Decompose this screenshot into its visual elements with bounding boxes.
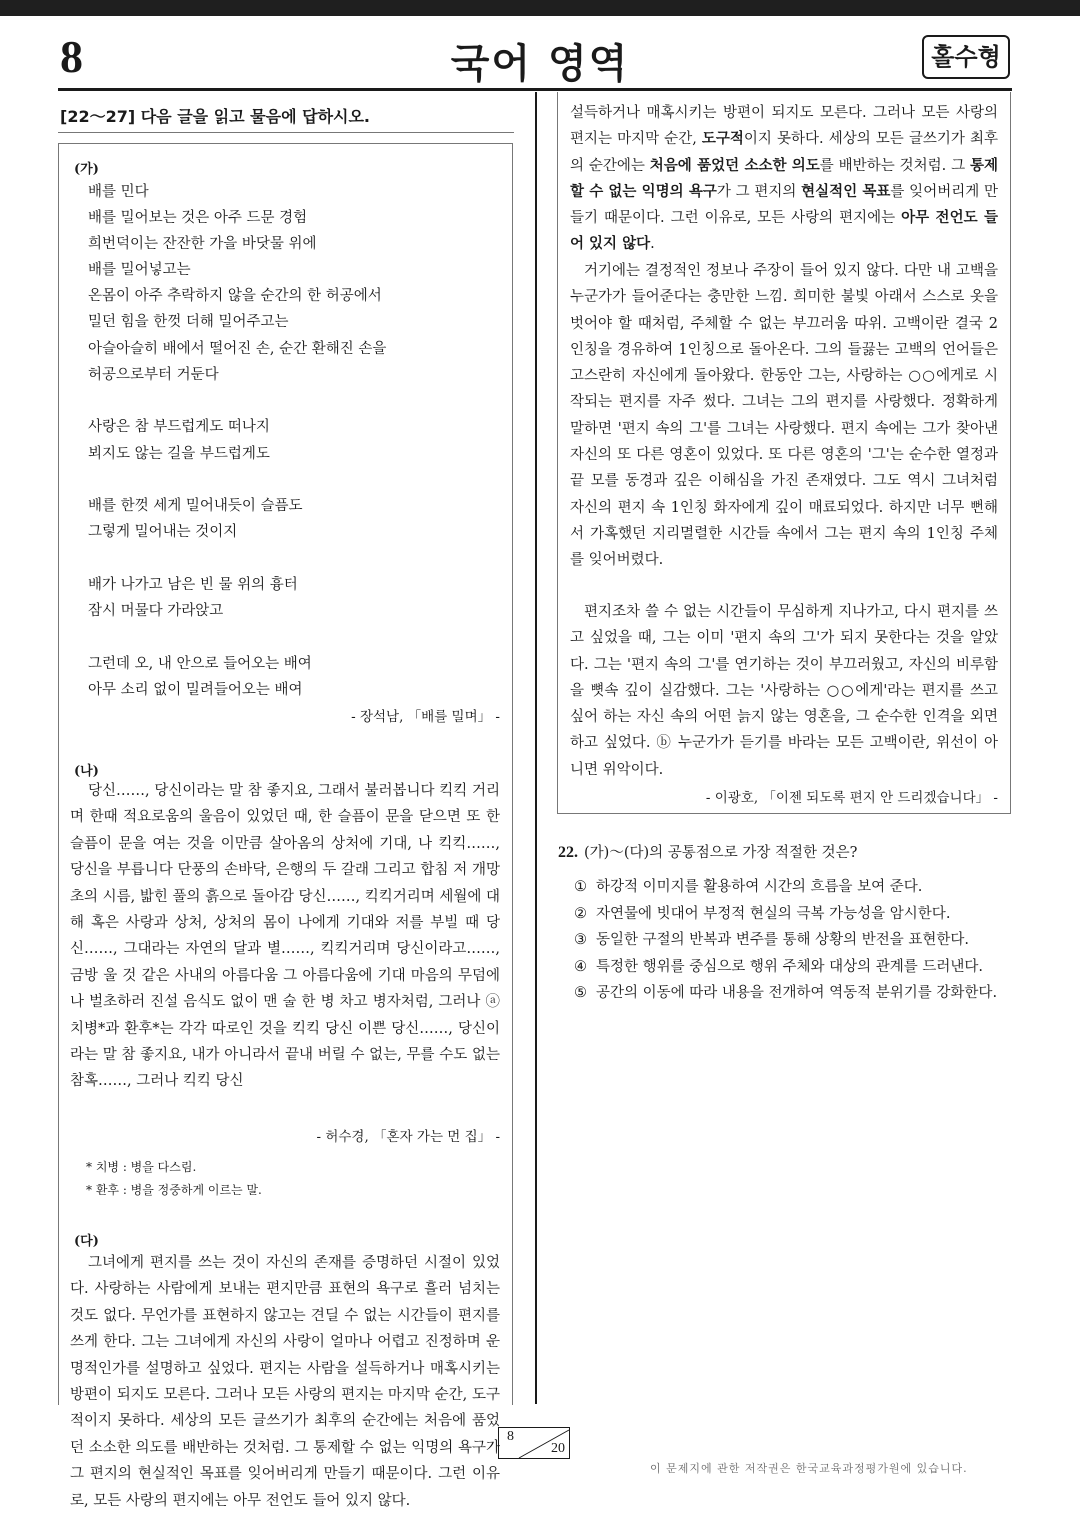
- footnote: * 치병 : 병을 다스림.: [86, 1160, 197, 1174]
- page-number: 8: [60, 31, 83, 82]
- footnote: * 환후 : 병을 정중하게 이르는 말.: [86, 1183, 262, 1197]
- question-22-choices: [574, 874, 1014, 1007]
- exam-type-badge: 홀수형: [922, 35, 1010, 79]
- passage-box-left: [58, 143, 513, 1509]
- poem-line: 그런데 오, 내 안으로 들어오는 배여: [88, 656, 312, 672]
- choice-number: ②: [574, 905, 587, 922]
- choice-text: 공간의 이동에 따라 내용을 전개하여 역동적 분위기를 강화한다.: [596, 985, 998, 1001]
- question-22-stem: [558, 841, 857, 862]
- question-instruction: [22～27] 다음 글을 읽고 물음에 답하시오.: [60, 107, 371, 126]
- page-current: 8: [507, 1429, 514, 1444]
- passage-c-paragraph-1-continued: 설득하거나 매혹시키는 방편이 되지도 모른다. 그러나 모든 사랑의 편지는 마지막 순간, 도구적이지 못하다. 세상의 모든 글쓰기가 최후의 순간에는 처음에 품었던 소소한 의도를 배반하는 것처럼. 그 통제할 수 없는 익명의 욕구가 그 편지의 현실적인 목표를 잊어버리게 만들기 때문이다. 그런 이유로, 모든 사랑의 편지에는 아무 전언도 들어 있지 않다.: [570, 105, 999, 253]
- passage-c-source: - 이광호, 「이젠 되도록 편지 안 드리겠습니다」 -: [705, 790, 998, 806]
- poem-line: 배를 밀어보는 것은 아주 드문 경험: [88, 210, 308, 226]
- choice-text: 특정한 행위를 중심으로 행위 주체와 대상의 관계를 드러낸다.: [596, 958, 984, 975]
- poem-line: 온몸이 아주 추락하지 않을 순간의 한 허공에서: [88, 288, 382, 304]
- poem-line: 배를 한껏 세게 밀어내듯이 슬픔도: [88, 498, 303, 514]
- passage-b-label: (나): [74, 764, 99, 779]
- passage-c-paragraph-2: 거기에는 결정적인 정보나 주장이 들어 있지 않다. 다만 내 고백을 누군가가 들어준다는 충만한 느낌. 희미한 불빛 아래서 스스로 옷을 벗어야 할 때처럼, 주체할 수 없는 부끄러움 따위. 고백이란 결국 2인칭을 경유하여 1인칭으로 돌아온다. 그의 들끓는 고백의 언어들은 고스란히 자신에게 돌아왔다. 한동안 그는, 사랑하는 ○○에게로 시작되는 편지를 자주 썼다. 그녀는 그의 편지를 사랑했다. 정확하게 말하면 '편지 속의 그'를 그녀는 사랑했다. 편지 속에는 그가 찾아낸 자신의 또 다른 영혼이 있었다. 또 다른 영혼의 '그'는 순수한 열정과 끝 모를 동경과 깊은 이해심을 가진 존재였다. 그도 역시 그녀처럼 자신의 편지 속 1인칭 화자에게 깊이 매료되었다. 하지만 너무 뻔해서 가혹했던 지리멸렬한 시간들 속에서 그는 편지 속의 1인칭 주체를 잊어버렸다.: [570, 263, 998, 569]
- instruction-underline: [58, 132, 514, 133]
- passage-c-label: (다): [74, 1234, 99, 1249]
- poem-line: 허공으로부터 거둔다: [88, 367, 219, 383]
- poem-line: 밀던 힘을 한껏 더해 밀어주고는: [88, 314, 289, 330]
- choice-number: ⑤: [574, 985, 587, 1001]
- poem-line: 그렇게 밀어내는 것이지: [88, 524, 238, 540]
- choice-4[interactable]: [574, 954, 1014, 981]
- choice-text: 동일한 구절의 반복과 변주를 통해 상황의 반전을 표현한다.: [596, 932, 970, 948]
- header-rule: [58, 88, 1012, 91]
- copyright-notice: 이 문제지에 관한 저작권은 한국교육과정평가원에 있습니다.: [650, 1462, 968, 1475]
- choice-3[interactable]: [574, 927, 1014, 954]
- passage-c-paragraph-3: 편지조차 쓸 수 없는 시간들이 무심하게 지나가고, 다시 편지를 쓰고 싶었을 때, 그는 이미 '편지 속의 그'가 되지 못한다는 것을 알았다. 그는 '편지 속의 그'를 연기하는 것이 부끄러웠고, 자신의 비루함을 뼛속 깊이 실감했다. 그는 '사랑하는 ○○에게'라는 편지를 쓰고 싶어 하는 자신 속의 어떤 늙지 않는 영혼을, 그 순수한 인격을 외면하고 싶었다. ⓑ 누군가가 듣기를 바라는 모든 고백이란, 위선이 아니면 위악이다.: [570, 604, 998, 778]
- passage-a-label: (가): [74, 162, 99, 177]
- poem-line: 아무 소리 없이 밀려들어오는 배여: [88, 682, 303, 698]
- choice-number: ③: [574, 932, 587, 948]
- choice-number: ①: [574, 879, 587, 895]
- poem-line: 아슬아슬히 배에서 떨어진 손, 순간 환해진 손을: [88, 341, 387, 357]
- choice-text: 하강적 이미지를 활용하여 시간의 흐름을 보여 준다.: [596, 879, 923, 895]
- passage-b-source: - 허수경, 「혼자 가는 먼 집」 -: [316, 1129, 500, 1145]
- passage-b-text: 당신……, 당신이라는 말 참 좋지요, 그래서 불러봅니다 킥킥 거리며 한때 적요로움의 울음이 있었던 때, 한 슬픔이 문을 닫으면 또 한 슬픔이 문을 여는 것을 이만큼 살아옴의 상처에 기대, 나 킥킥……, 당신을 부릅니다 단풍의 손바닥, 은행의 두 갈래 그리고 합침 저 개망초의 시름, 밟힌 풀의 흙으로 돌아감 당신……, 킥킥거리며 세월에 대해 혹은 사랑과 상처, 상처의 몸이 나에게 기대와 저를 부빌 때 당신……, 그대라는 자연의 달과 별……, 킥킥거리며 당신이라고……, 금방 울 것 같은 사내의 아름다움 그 아름다움에 기대 마음의 무덤에 나 벌초하러 진설 음식도 없이 맨 술 한 병 차고 병자처럼, 그러나 ⓐ 치병*과 환후*는 각각 따로인 것을 킥킥 당신 이쁜 당신……, 당신이라는 말 참 좋지요, 내가 아니라서 끝내 버릴 수 없는, 무를 수도 없는 참혹……, 그러나 킥킥 당신: [70, 783, 500, 1090]
- question-22-text: (가)～(다)의 공통점으로 가장 적절한 것은?: [584, 845, 858, 861]
- choice-number: ④: [574, 958, 587, 975]
- poem-line: 뵈지도 않는 길을 부드럽게도: [88, 446, 270, 462]
- poem-line: 잠시 머물다 가라앉고: [88, 603, 224, 619]
- choice-text: 자연물에 빗대어 부정적 현실의 극복 가능성을 암시한다.: [596, 905, 951, 922]
- passage-a-source: - 장석남, 「배를 밀며」 -: [351, 709, 500, 725]
- poem-line: 배를 밀어넣고는: [88, 262, 191, 278]
- question-22-number: 22.: [558, 844, 578, 861]
- column-divider: [535, 92, 537, 1404]
- poem-line: 희번덕이는 잔잔한 가을 바닷물 위에: [88, 236, 317, 252]
- choice-5[interactable]: [574, 980, 1014, 1007]
- poem-line: 배를 민다: [88, 184, 149, 200]
- page-total: 20: [551, 1441, 565, 1456]
- poem-line: 사랑은 참 부드럽게도 떠나지: [88, 419, 270, 435]
- poem-line: 배가 나가고 남은 빈 물 위의 흉터: [88, 577, 298, 593]
- passage-c-paragraph-1: 그녀에게 편지를 쓰는 것이 자신의 존재를 증명하던 시절이 있었다. 사랑하는 사람에게 보내는 편지만큼 표현의 욕구로 흘러 넘치는 것도 없다. 무언가를 표현하지 않고는 견딜 수 없는 시간들이 편지를 쓰게 한다. 그는 그녀에게 자신의 사랑이 얼마나 어렵고 진정하며 운명적인가를 설명하고 싶었다. 편지는 사람을 설득하거나 매혹시키는 방편이 되지도 모른다. 그러나 모든 사랑의 편지는 마지막 순간, 도구적이지 못하다. 세상의 모든 글쓰기가 최후의 순간에는 처음에 품었던 소소한 의도를 배반하는 것처럼. 그 통제할 수 없는 익명의 욕구가 그 편지의 현실적인 목표를 잊어버리게 만들기 때문이다. 그런 이유로, 모든 사랑의 편지에는 아무 전언도 들어 있지 않다.: [70, 1255, 500, 1509]
- exam-title: 국어 영역: [450, 41, 630, 87]
- top-bar: [0, 0, 1080, 16]
- choice-2[interactable]: [574, 901, 1014, 928]
- page-indicator: [498, 1427, 570, 1459]
- choice-1[interactable]: [574, 874, 1014, 901]
